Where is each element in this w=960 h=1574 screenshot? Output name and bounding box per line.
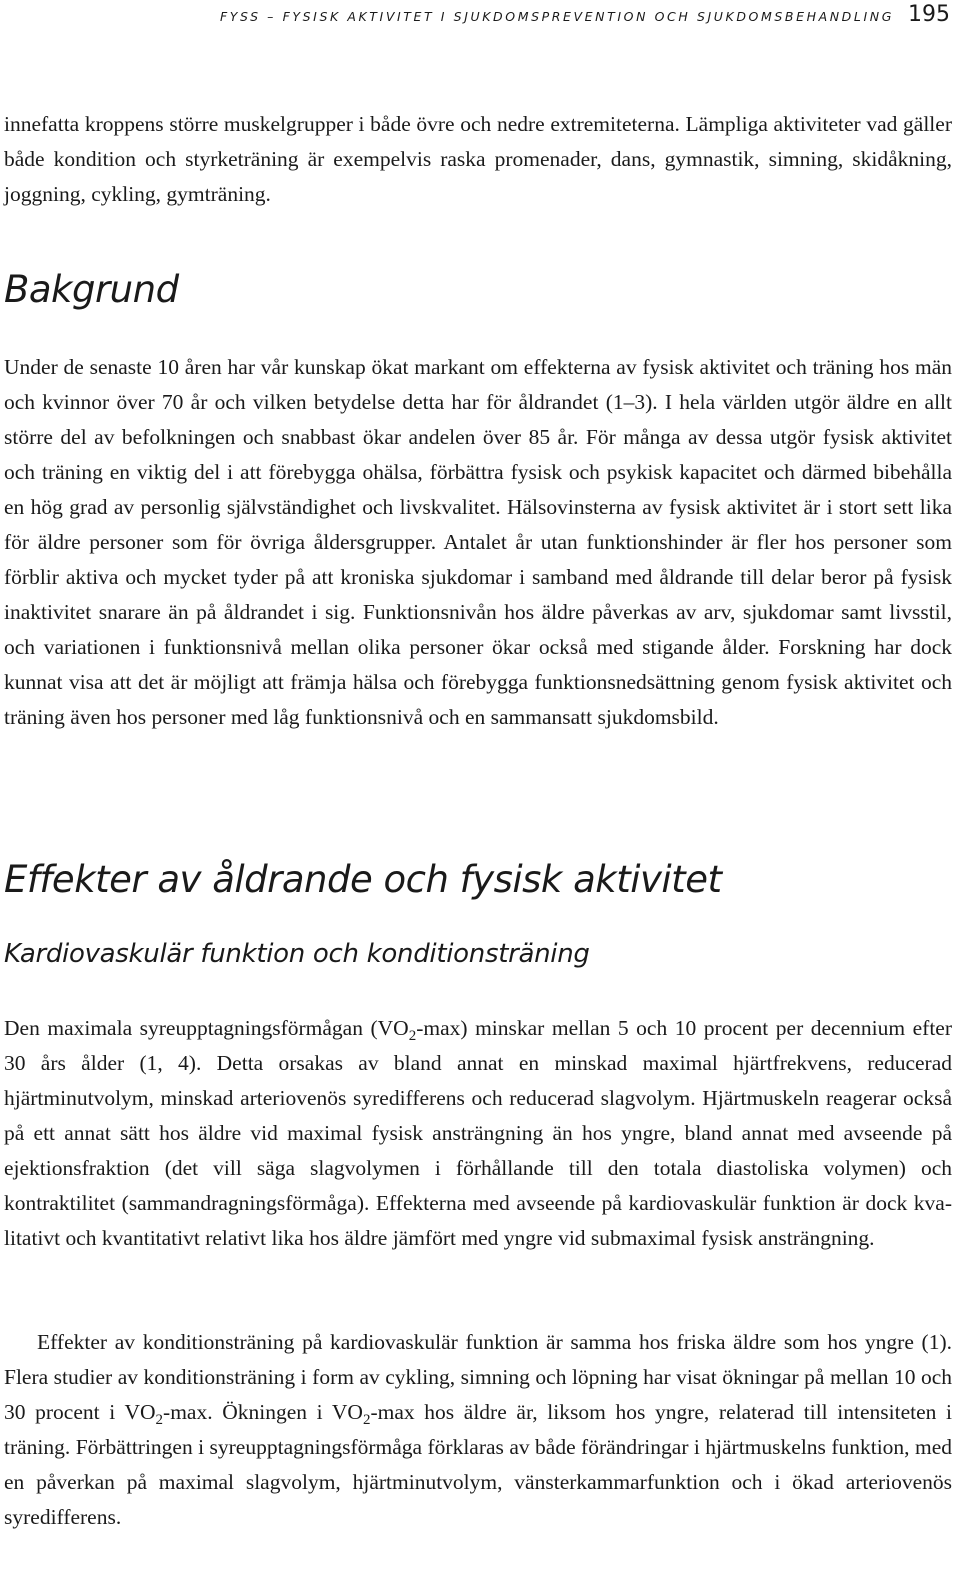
subscript: 2	[362, 1412, 371, 1428]
subscript: 2	[408, 1028, 417, 1044]
page-number: 195	[908, 2, 950, 27]
heading-bakgrund: Bakgrund	[4, 268, 179, 311]
text-run: Den maximala syreupptagningsförmågan (VO	[4, 1016, 409, 1040]
text-run: -max) minskar mellan 5 och 10 procent per decennium efter 30 års ålder (1, 4). Detta orsakas av bland annat en minskad maximal hjärtfrekvens, reducerad hjärtminutvolym, minskad arteriovenös syredifferens och reducerad slagvolym. Hjärtmuskeln reagerar också på ett annat sätt hos äldre vid maximal fysisk ansträngning än hos yngre, bland annat med avseende på ejektionsfraktion (det vill säga slagvolymen i förhållande till den totala diastoliska volymen) och kontraktilitet (sammandragningsförmåga). Effekterna med avseende på kardiovaskulär funktion är dock kvalitativt och kvantitativt relativt lika hos äldre jämfört med yngre vid submaximal fysisk ansträngning.	[4, 1016, 952, 1250]
running-title: FYSS – FYSISK AKTIVITET I SJUKDOMSPREVENTION OCH SJUKDOMSBEHANDLING	[219, 9, 894, 24]
kardiovaskular-paragraph-1	[4, 1011, 952, 1256]
heading-effekter: Effekter av åldrande och fysisk aktivitet	[4, 858, 722, 901]
text-run: -max hos äldre är, liksom hos yngre, relaterad till intensiteten i träning. Förbättringen i syreupptagningsförmåga förklaras av både förändringar i hjärtmuskelns funktion, med en påverkan på maximal slagvolym, hjärtminutvolym, vänsterkammarfunktion och i ökad arteriovenös syredifferens.	[4, 1400, 953, 1529]
bakgrund-paragraph: Under de senaste 10 åren har vår kunskap ökat markant om effekterna av fysisk aktivitet och träning hos män och kvinnor över 70 år och vilken betydelse detta har för åldrandet (1–3). I hela världen utgör äldre en allt större del av befolkningen och snabbast ökar andelen över 85 år. För många av dessa utgör fysisk aktivitet och träning en viktig del i att förebygga ohälsa, förbättra fysisk och psykisk kapacitet och därmed bibehålla en hög grad av personlig självständighet och livskvalitet. Hälsovinsterna av fysisk aktivitet är i stort sett lika för äldre personer som för övriga åldersgrupper. Antalet år utan funktionshinder är fler hos personer som förblir aktiva och mycket tyder på att kroniska sjukdomar i samband med åldrande till delar beror på fysisk inaktivitet snarare än på åldrandet i sig. Funktionsnivån hos äldre påverkas av arv, sjukdomar samt livsstil, och variationen i funktionsnivå mellan olika personer ökar också med stigande ålder. Forskning har dock kunnat visa att det är möjligt att främja hälsa och förebygga funktionsnedsättning genom fysisk aktivitet och träning även hos personer med låg funktionsnivå och en sammansatt sjukdomsbild.	[4, 355, 952, 729]
running-header	[220, 0, 950, 36]
subheading-kardiovaskular: Kardiovaskulär funktion och konditionsträning	[4, 939, 590, 969]
text-run: -max. Ökningen i VO	[163, 1400, 363, 1424]
subscript: 2	[155, 1412, 164, 1428]
kardiovaskular-paragraph-2	[4, 1325, 952, 1535]
text-run: Effekter av konditionsträning på kardiovaskulär funktion är samma hos friska äldre som hos yngre (1). Flera studier av konditionsträning i form av cykling, simning och löpning har visat ökningar på mellan 10 och 30 procent i VO	[4, 1330, 952, 1424]
intro-paragraph: innefatta kroppens större muskelgrupper i både övre och nedre extremiteterna. Lämpliga aktiviteter vad gäller både kondition och styrketräning är exempelvis raska promenader, dans, gymnastik, simning, skidåkning, joggning, cykling, gymträning.	[4, 112, 952, 206]
